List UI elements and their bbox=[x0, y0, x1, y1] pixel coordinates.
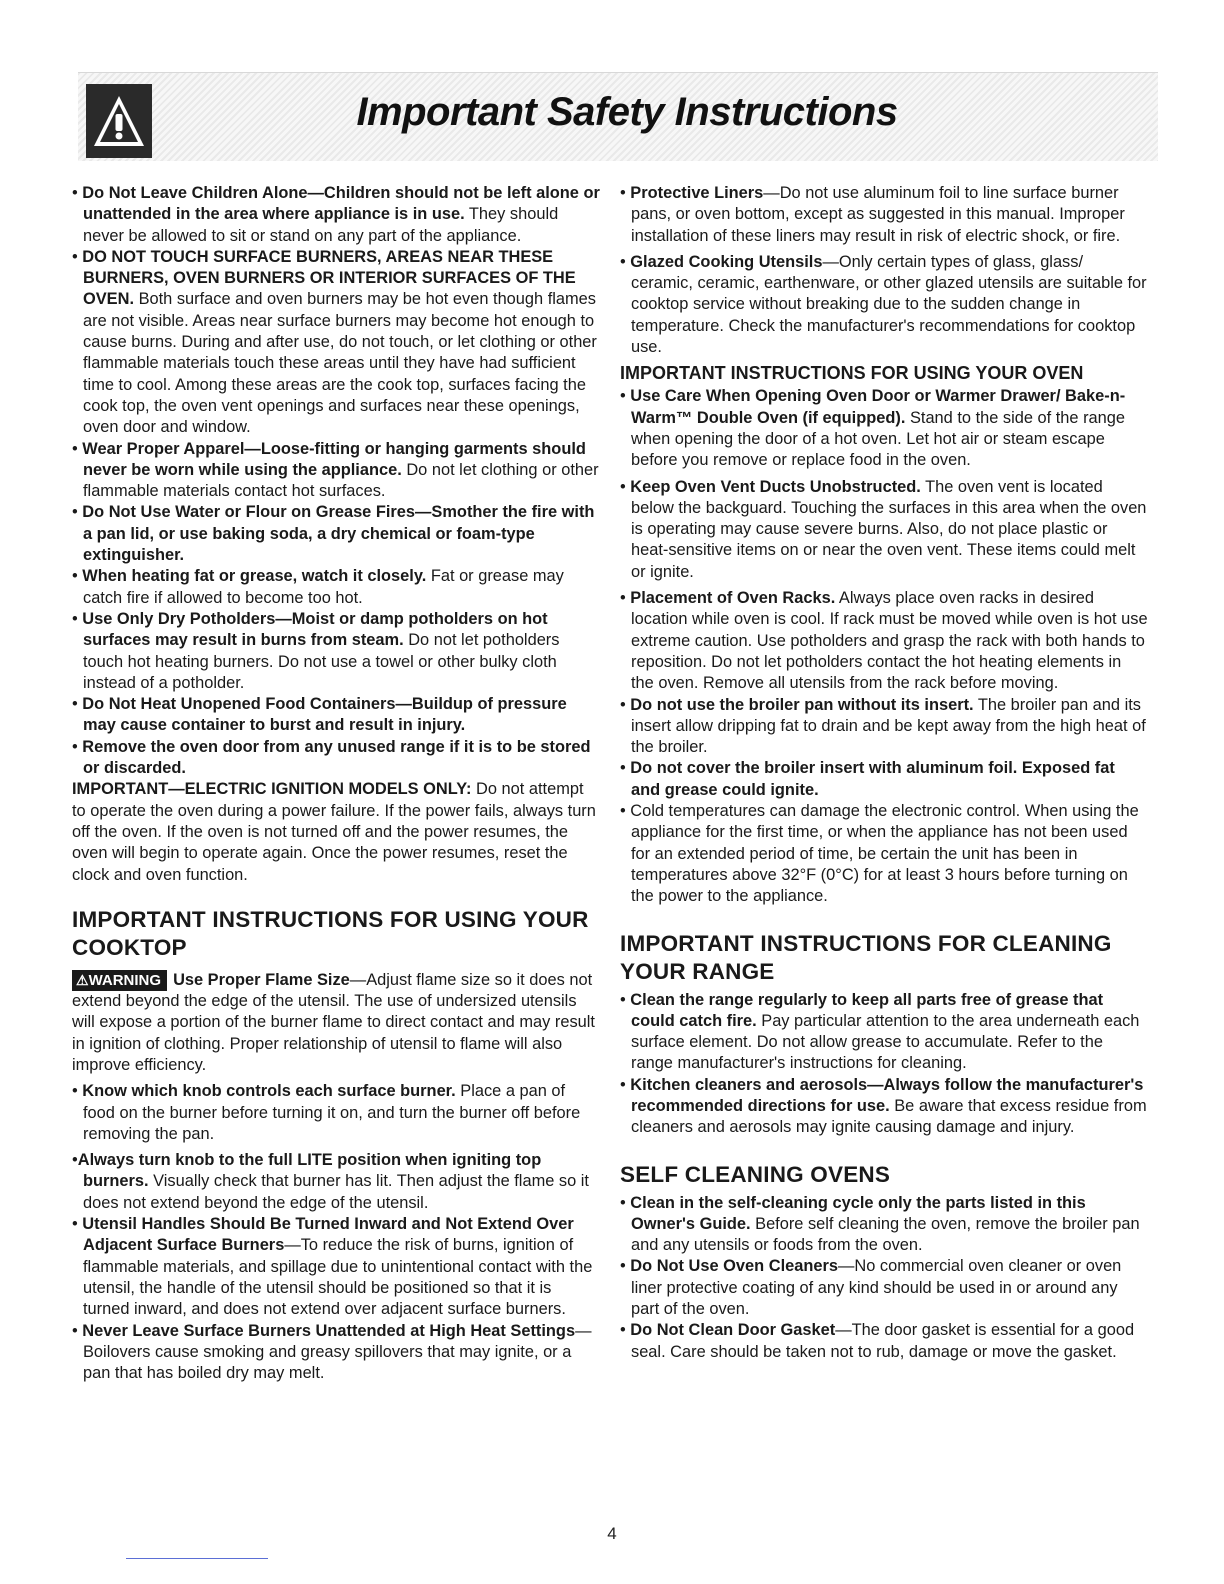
section-heading-cooktop: IMPORTANT INSTRUCTIONS FOR USING YOUR COOKTOP bbox=[72, 906, 589, 960]
list-item: • Kitchen cleaners and aerosols—Always follow the manufacturer's recommended directions for use. Be aware that excess residue from cleaners and aerosols may ignite causing damage and injury. bbox=[620, 1075, 1147, 1137]
list-item: • Use Only Dry Potholders—Moist or damp potholders on hot surfaces may result in burns from steam. Do not let potholders touch hot heating burners. Do not use a towel or other bulky cloth instead of a potholder. bbox=[72, 609, 560, 692]
section-heading-self-cleaning: SELF CLEANING OVENS bbox=[620, 1161, 891, 1187]
list-item: • Do not use the broiler pan without its insert. The broiler pan and its insert allow dripping fat to drain and be kept away from the high heat of the broiler. bbox=[620, 695, 1146, 757]
list-item: •Always turn knob to the full LITE position when igniting top burners. Visually check that burner has lit. Then adjust the flame so it does not extend beyond the edge of the utensil. bbox=[72, 1151, 589, 1212]
list-item: • Protective Liners—Do not use aluminum foil to line surface burner pans, or oven bottom, except as suggested in this manual. Improper installation of these liners may result in risk of electric shock, or fire. bbox=[620, 184, 1125, 245]
list-item: • Know which knob controls each surface burner. Place a pan of food on the burner before turning it on, and turn the burner off before removing the pan. bbox=[72, 1082, 581, 1143]
list-item: • Wear Proper Apparel—Loose-fitting or hanging garments should never be worn while using the appliance. Do not let clothing or other flammable materials contact hot surfaces. bbox=[72, 439, 599, 501]
page-title: Important Safety Instructions bbox=[356, 90, 898, 134]
list-item: • Utensil Handles Should Be Turned Inward and Not Extend Over Adjacent Surface Burners—To reduce the risk of burns, ignition of flammable materials, and spillage due to unintentional contact with the utensil, the handle of the utensil should be positioned so that it is turned inward, and does not extend over adjacent surface burners. bbox=[72, 1215, 593, 1319]
list-item: • Clean in the self-cleaning cycle only the parts listed in this Owner's Guide. Before self cleaning the oven, remove the broiler pan and any utensils or foods from the oven. bbox=[620, 1193, 1140, 1255]
list-item: • When heating fat or grease, watch it closely. Fat or grease may catch fire if allowed to become too hot. bbox=[72, 567, 564, 607]
list-item: • Clean the range regularly to keep all parts free of grease that could catch fire. Pay particular attention to the area underneath each surface element. Do not allow grease to accumulate. Refer to the range manufacturer's instructions for cleaning. bbox=[620, 990, 1140, 1073]
list-item: • Do Not Clean Door Gasket—The door gasket is essential for a good seal. Care should be taken not to rub, damage or move the gasket. bbox=[620, 1321, 1135, 1361]
ignition-note: IMPORTANT—ELECTRIC IGNITION MODELS ONLY: Do not attempt to operate the oven during a power failure. If the power fails, always turn off the oven. If the oven is not turned off and the power resumes, the oven will begin to operate again. Once the power resumes, reset the clock and oven function. bbox=[72, 780, 596, 884]
warning-badge: ⚠WARNING bbox=[72, 970, 167, 991]
list-item: • Use Care When Opening Oven Door or Warmer Drawer/ Bake-n-Warm™ Double Oven (if equipped). Stand to the side of the range when opening the door of a hot oven. Let hot air or steam escape before you remove or replace food in the oven. bbox=[620, 387, 1126, 470]
list-item: • Do Not Leave Children Alone—Children should not be left alone or unattended in the area where appliance is in use. They should never be allowed to sit or stand on any part of the appliance. bbox=[72, 184, 600, 245]
footer-divider bbox=[126, 1558, 268, 1559]
list-item: • Do Not Use Water or Flour on Grease Fires—Smother the fire with a pan lid, or use baking soda, a dry chemical or foam-type extinguisher. bbox=[72, 503, 595, 565]
list-item: • Never Leave Surface Burners Unattended at High Heat Settings—Boilovers cause smoking and greasy spillovers that may ignite, or a pan that has boiled dry may melt. bbox=[72, 1321, 592, 1383]
list-item: • Do Not Use Oven Cleaners—No commercial oven cleaner or oven liner protective coating of any kind should be used in or around any part of the oven. bbox=[620, 1257, 1122, 1319]
page-number: 4 bbox=[607, 1524, 617, 1543]
section-heading-oven: IMPORTANT INSTRUCTIONS FOR USING YOUR OVEN bbox=[620, 363, 1084, 384]
left-column bbox=[72, 183, 600, 1384]
list-item: • Cold temperatures can damage the electronic control. When using the appliance for the first time, or when the appliance has not been used for an extended period of time, be certain the unit has been in temperatures above 32°F (0°C) for at least 3 hours before turning on the power to the appliance. bbox=[620, 802, 1139, 906]
right-column bbox=[620, 183, 1148, 1363]
flame-size-para: ⚠WARNING Use Proper Flame Size—Adjust flame size so it does not extend beyond the edge of the utensil. The use of undersized utensils will expose a portion of the burner flame to direct contact and may result in ignition of clothing. Proper relationship of utensil to flame will also improve efficiency. bbox=[72, 970, 595, 1074]
list-item: • Remove the oven door from any unused range if it is to be stored or discarded. bbox=[72, 737, 591, 778]
list-item: • Glazed Cooking Utensils—Only certain types of glass, glass/ ceramic, ceramic, earthenware, or other glazed utensils are suitable for cooktop service without breaking due to the sudden change in temperature. Check the manufacturer's recommendations for cooktop use. bbox=[620, 252, 1147, 357]
list-item: • Keep Oven Vent Ducts Unobstructed. The oven vent is located below the backguard. Touching the surfaces in this area when the oven is operating may cause severe burns. Also, do not place plastic or heat-sensitive items on or near the oven vent. These items could melt or ignite. bbox=[620, 477, 1147, 581]
list-item: • Do not cover the broiler insert with aluminum foil. Exposed fat and grease could ignite. bbox=[620, 759, 1115, 799]
warning-triangle-icon: ⚠ bbox=[76, 971, 89, 988]
list-item: • Do Not Heat Unopened Food Containers—Buildup of pressure may cause container to burst and result in injury. bbox=[72, 695, 567, 735]
list-item: • DO NOT TOUCH SURFACE BURNERS, AREAS NEAR THESE BURNERS, OVEN BURNERS OR INTERIOR SURFACES OF THE OVEN. Both surface and oven burners may be hot even though flames are not visible. Areas near surface burners may become hot enough to cause burns. During and after use, do not touch, or let clothing or other flammable materials touch these areas until they have had sufficient time to cool. Among these areas are the cook top, surfaces facing the cook top, the oven vent openings and surfaces near these openings, oven door and window. bbox=[72, 247, 597, 437]
list-item: • Placement of Oven Racks. Always place oven racks in desired location while oven is cool. If rack must be moved while oven is hot use extreme caution. Use potholders and grasp the rack with both hands to reposition. Do not let potholders contact the hot heating elements in the oven. Remove all utensils from the rack before moving. bbox=[620, 589, 1148, 693]
section-heading-cleaning: IMPORTANT INSTRUCTIONS FOR CLEANING YOUR RANGE bbox=[620, 930, 1112, 984]
